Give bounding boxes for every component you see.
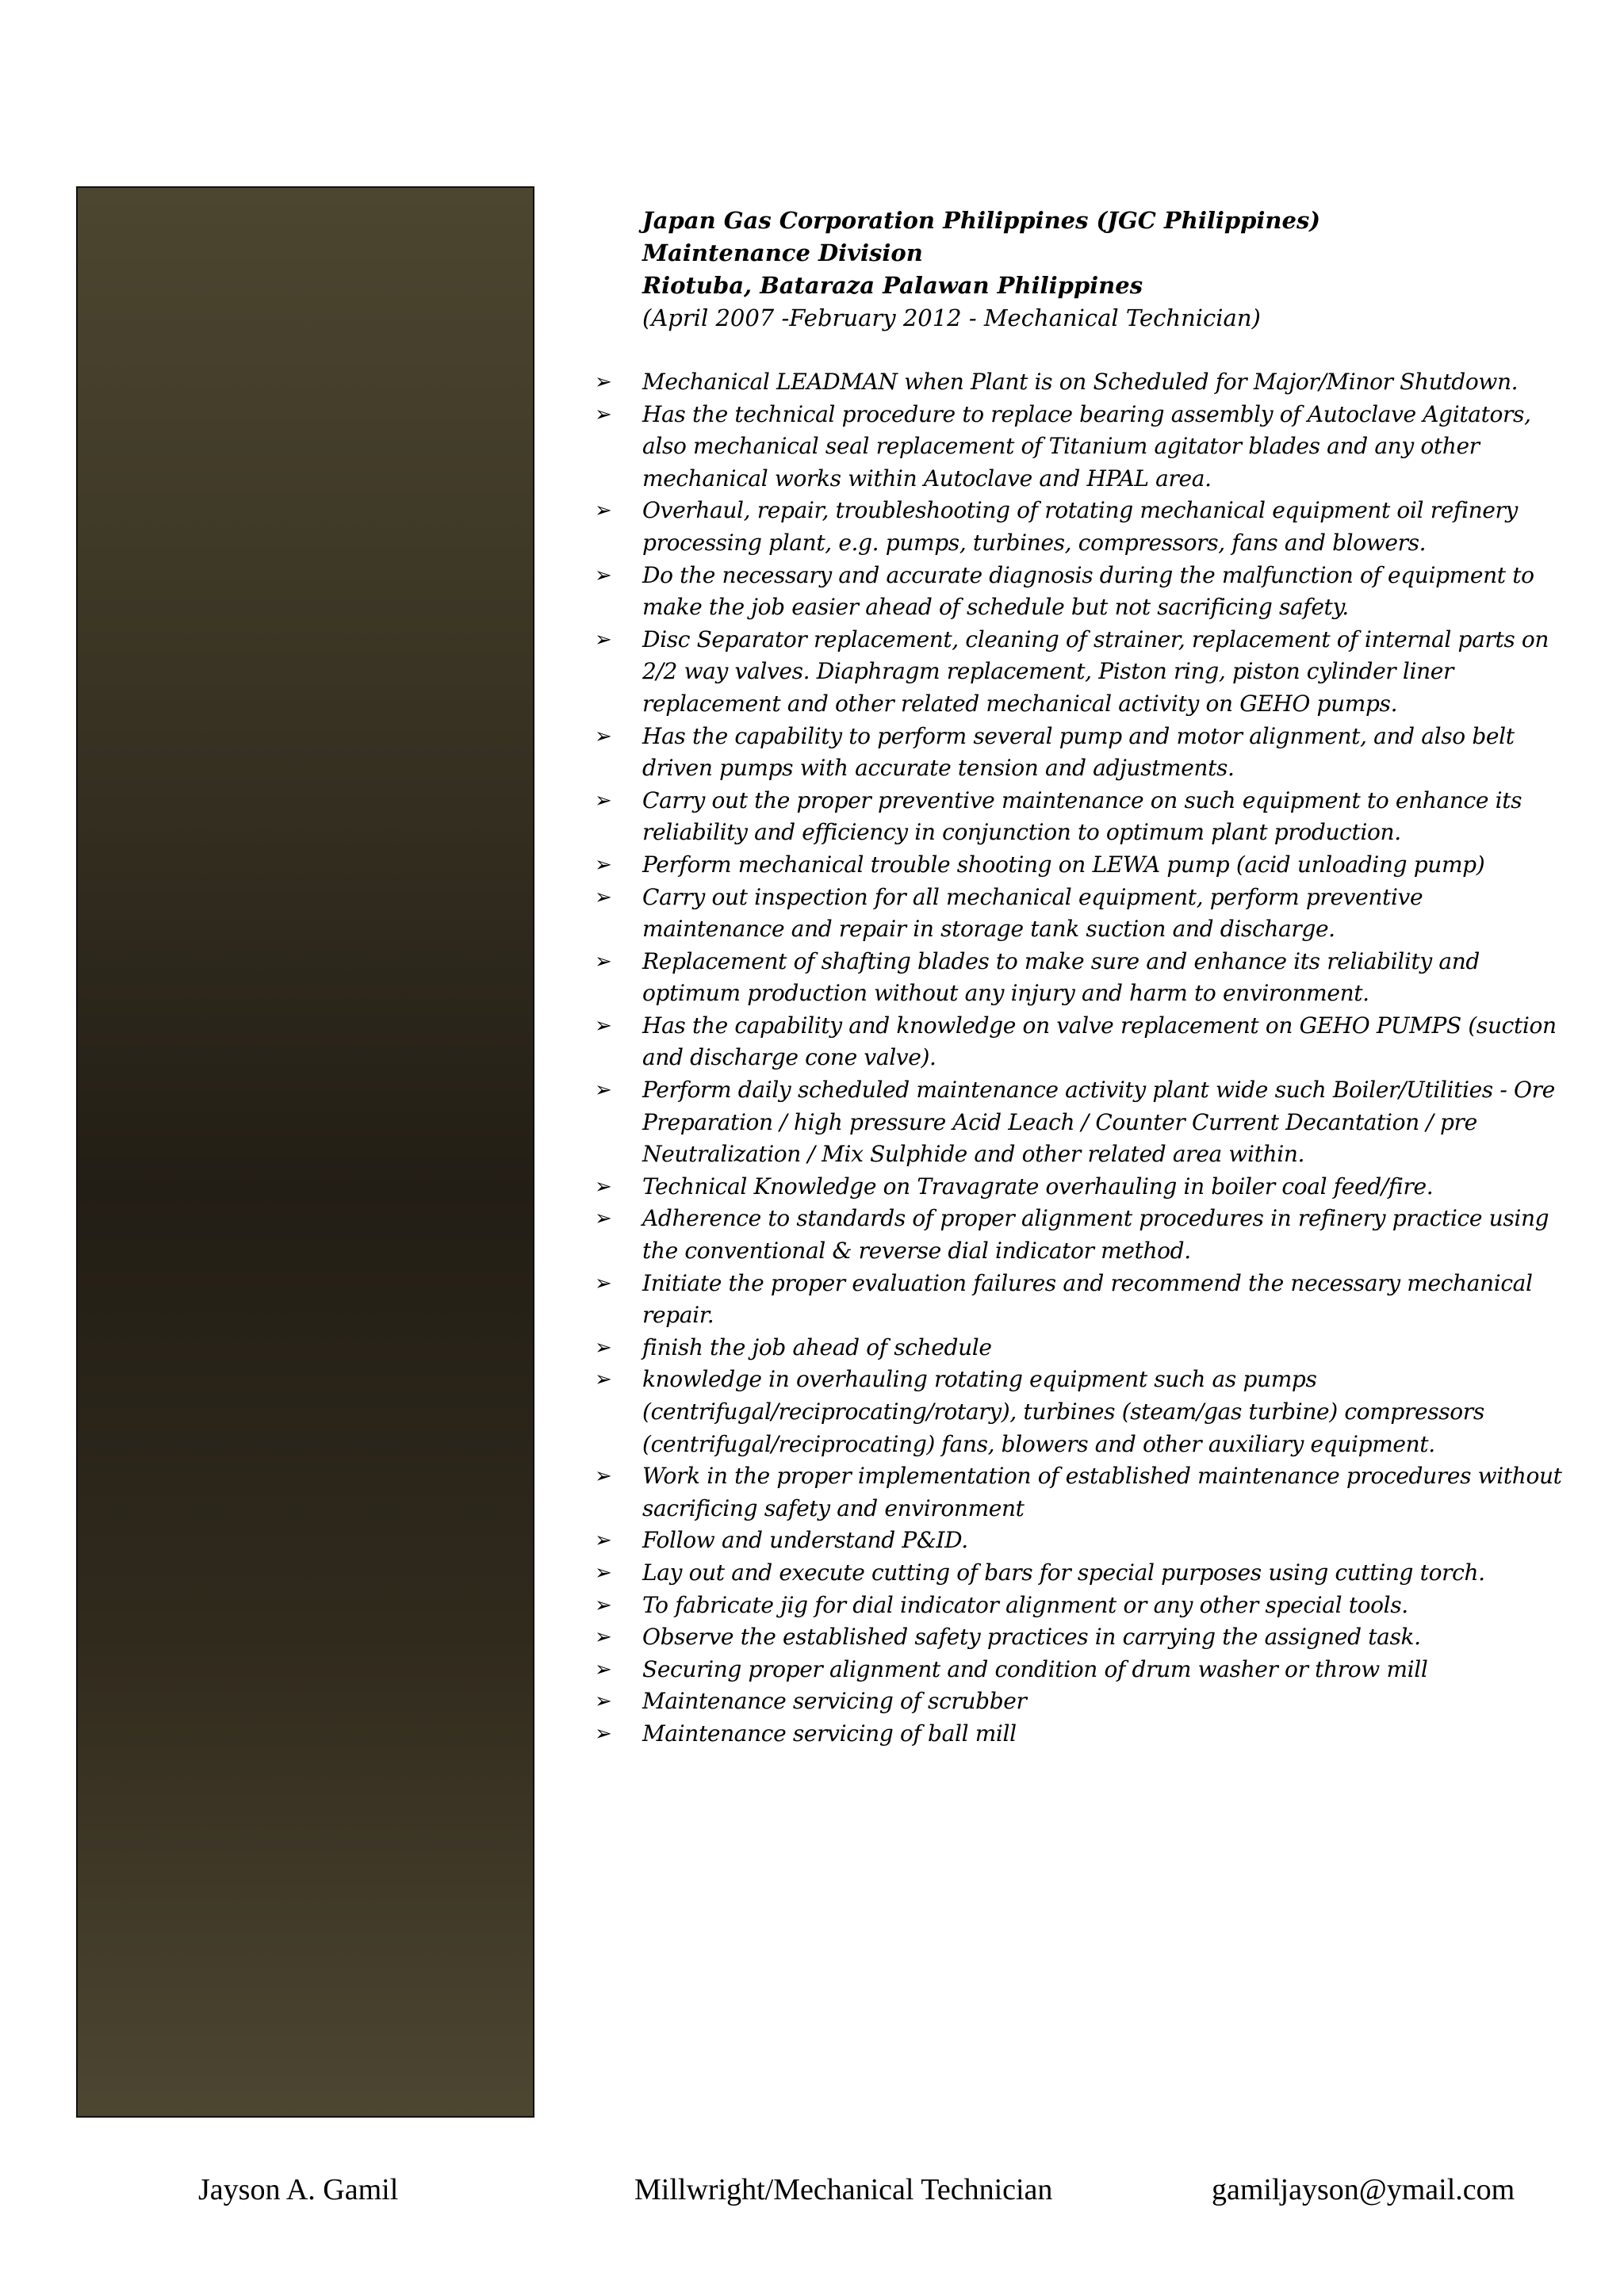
arrow-bullet-icon: ➢ <box>595 499 612 523</box>
duty-text: Initiate the proper evaluation failures and recommend the necessary mechanical repair. <box>642 1269 1533 1329</box>
arrow-bullet-icon: ➢ <box>595 1689 612 1714</box>
company-name: Japan Gas Corporation Philippines (JGC Philippines) <box>642 207 1321 234</box>
arrow-bullet-icon: ➢ <box>595 370 612 394</box>
decorative-side-panel <box>76 186 534 2118</box>
arrow-bullet-icon: ➢ <box>595 1560 612 1585</box>
arrow-bullet-icon: ➢ <box>595 402 612 427</box>
footer-job-title: Millwright/Mechanical Technician <box>634 2173 1053 2206</box>
arrow-bullet-icon: ➢ <box>595 885 612 909</box>
arrow-bullet-icon: ➢ <box>595 1078 612 1103</box>
employment-period: (April 2007 -February 2012 - Mechanical Technician) <box>642 304 1261 331</box>
arrow-bullet-icon: ➢ <box>595 627 612 652</box>
duty-text: knowledge in overhauling rotating equipment such as pumps (centrifugal/reciprocating/rotary), turbines (steam/gas turbine) compressors (centrifugal/reciprocating) fans, blowers and other auxiliary equipment. <box>642 1366 1484 1457</box>
duty-text: Has the technical procedure to replace bearing assembly of Autoclave Agitators, also mechanical seal replacement of Titanium agitator blades and any other mechanical works within Autoclave and HPAL area. <box>642 400 1531 492</box>
duty-text: Observe the established safety practices in carrying the assigned task. <box>642 1624 1421 1651</box>
duty-text: To fabricate jig for dial indicator alignment or any other special tools. <box>642 1591 1408 1618</box>
duty-item <box>595 1460 1570 1525</box>
duty-text: Perform daily scheduled maintenance activity plant wide such Boiler/Utilities - Ore Preparation / high pressure Acid Leach / Counter Current Decantation / pre Neutralization / Mix Sulphide and other related area within. <box>642 1077 1555 1168</box>
duties-list <box>595 366 1570 1751</box>
arrow-bullet-icon: ➢ <box>595 1464 612 1489</box>
duty-item <box>595 1203 1570 1267</box>
duty-text: Adherence to standards of proper alignment procedures in refinery practice using the conventional & reverse dial indicator method. <box>642 1205 1549 1265</box>
duty-item <box>595 785 1570 849</box>
duty-item <box>595 1654 1570 1686</box>
duty-text: Carry out inspection for all mechanical equipment, perform preventive maintenance and repair in storage tank suction and discharge. <box>642 883 1423 943</box>
company-location: Riotuba, Bataraza Palawan Philippines <box>642 272 1143 299</box>
duty-text: Has the capability and knowledge on valve replacement on GEHO PUMPS (suction and discharge cone valve). <box>642 1012 1557 1071</box>
duty-item <box>595 1332 1570 1364</box>
division-name: Maintenance Division <box>642 239 923 266</box>
arrow-bullet-icon: ➢ <box>595 1625 612 1650</box>
arrow-bullet-icon: ➢ <box>595 563 612 587</box>
arrow-bullet-icon: ➢ <box>595 1593 612 1617</box>
duty-text: Do the necessary and accurate diagnosis during the malfunction of equipment to make the job easier ahead of schedule but not sacrificing safety. <box>642 561 1534 621</box>
duty-item <box>595 1621 1570 1654</box>
duty-item <box>595 1010 1570 1074</box>
duty-text: Perform mechanical trouble shooting on LEWA pump (acid unloading pump) <box>642 851 1485 878</box>
arrow-bullet-icon: ➢ <box>595 949 612 974</box>
duty-item <box>595 399 1570 496</box>
page-footer <box>0 2172 1624 2212</box>
duty-text: Technical Knowledge on Travagrate overhauling in boiler coal feed/fire. <box>642 1173 1434 1200</box>
duty-item <box>595 849 1570 882</box>
footer-email: gamiljayson@ymail.com <box>1212 2173 1515 2206</box>
arrow-bullet-icon: ➢ <box>595 1207 612 1231</box>
duty-item <box>595 1171 1570 1203</box>
duty-text: Replacement of shafting blades to make sure and enhance its reliability and optimum production without any injury and harm to environment. <box>642 947 1480 1007</box>
duty-text: Follow and understand P&ID. <box>642 1527 968 1554</box>
duty-item <box>595 1686 1570 1718</box>
duty-item <box>595 366 1570 399</box>
duty-item <box>595 624 1570 721</box>
arrow-bullet-icon: ➢ <box>595 788 612 813</box>
arrow-bullet-icon: ➢ <box>595 1721 612 1746</box>
arrow-bullet-icon: ➢ <box>595 1174 612 1199</box>
duty-text: Carry out the proper preventive maintenance on such equipment to enhance its reliability and efficiency in conjunction to optimum plant production. <box>642 786 1522 846</box>
duty-item <box>595 882 1570 946</box>
duty-text: finish the job ahead of schedule <box>642 1334 992 1360</box>
duty-item <box>595 1268 1570 1332</box>
work-experience-section <box>595 205 1570 1751</box>
duty-text: Securing proper alignment and condition of drum washer or throw mill <box>642 1655 1428 1682</box>
duty-text: Disc Separator replacement, cleaning of strainer, replacement of internal parts on 2/2 way valves. Diaphragm replacement, Piston ring, piston cylinder liner replacement and other related mechanical activity on GEHO pumps. <box>642 626 1549 717</box>
arrow-bullet-icon: ➢ <box>595 1335 612 1360</box>
arrow-bullet-icon: ➢ <box>595 852 612 877</box>
duty-text: Maintenance servicing of ball mill <box>642 1720 1017 1747</box>
duty-item <box>595 1525 1570 1557</box>
arrow-bullet-icon: ➢ <box>595 1013 612 1038</box>
duty-text: Mechanical LEADMAN when Plant is on Scheduled for Major/Minor Shutdown. <box>642 369 1519 395</box>
duty-text: Work in the proper implementation of established maintenance procedures without sacrificing safety and environment <box>642 1463 1562 1521</box>
employer-header <box>642 205 1570 335</box>
duty-item <box>595 1718 1570 1751</box>
duty-item <box>595 560 1570 624</box>
arrow-bullet-icon: ➢ <box>595 1271 612 1295</box>
duty-item <box>595 946 1570 1010</box>
duty-item <box>595 1590 1570 1622</box>
arrow-bullet-icon: ➢ <box>595 1368 612 1392</box>
duty-item <box>595 1557 1570 1590</box>
footer-name: Jayson A. Gamil <box>198 2173 399 2206</box>
arrow-bullet-icon: ➢ <box>595 1657 612 1682</box>
arrow-bullet-icon: ➢ <box>595 1529 612 1553</box>
duty-text: Maintenance servicing of scrubber <box>642 1688 1027 1715</box>
duty-item <box>595 1364 1570 1460</box>
duty-item <box>595 721 1570 785</box>
duty-item <box>595 495 1570 559</box>
duty-text: Lay out and execute cutting of bars for special purposes using cutting torch. <box>642 1559 1485 1586</box>
arrow-bullet-icon: ➢ <box>595 724 612 748</box>
duty-text: Has the capability to perform several pump and motor alignment, and also belt driven pumps with accurate tension and adjustments. <box>642 722 1515 782</box>
duty-item <box>595 1074 1570 1171</box>
duty-text: Overhaul, repair, troubleshooting of rotating mechanical equipment oil refinery processing plant, e.g. pumps, turbines, compressors, fans and blowers. <box>642 497 1518 556</box>
